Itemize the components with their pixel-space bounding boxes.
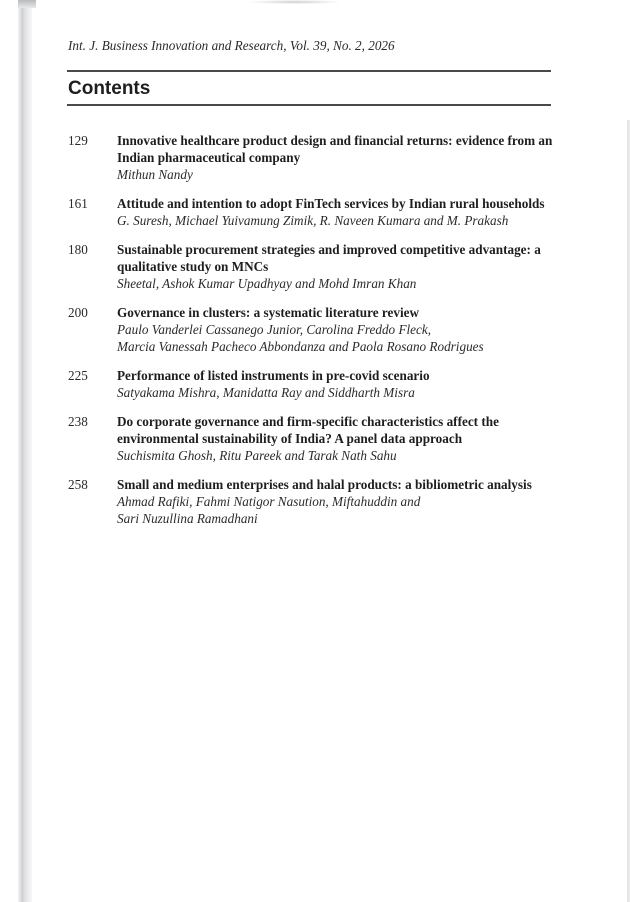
page-number: 238 — [68, 414, 88, 429]
article-authors: Satyakama Mishra, Manidatta Ray and Siddharth Misra — [117, 385, 415, 400]
page-number: 161 — [68, 196, 88, 211]
toc-entry[interactable] — [68, 476, 558, 527]
article-authors-line-2: Sari Nuzullina Ramadhani — [117, 511, 258, 526]
toc-entry[interactable] — [68, 304, 558, 355]
table-of-contents — [68, 132, 558, 539]
article-title[interactable]: Performance of listed instruments in pre-covid scenario — [117, 368, 430, 383]
article-title[interactable]: Do corporate governance and firm-specific characteristics affect the environmental sustainability of India? A panel data approach — [117, 414, 499, 446]
toc-entry[interactable] — [68, 241, 558, 292]
page-binding-shadow — [18, 0, 32, 902]
running-head: Int. J. Business Innovation and Research, Vol. 39, No. 2, 2026 — [68, 38, 395, 53]
article-title[interactable]: Sustainable procurement strategies and improved competitive advantage: a qualitative study on MNCs — [117, 242, 541, 274]
article-title[interactable]: Small and medium enterprises and halal products: a bibliometric analysis — [117, 477, 532, 492]
contents-heading: Contents — [68, 78, 151, 99]
article-title[interactable]: Governance in clusters: a systematic literature review — [117, 305, 420, 320]
article-authors: Suchismita Ghosh, Ritu Pareek and Tarak Nath Sahu — [117, 448, 397, 463]
article-title[interactable]: Innovative healthcare product design and financial returns: evidence from an Indian pharmaceutical company — [117, 133, 553, 165]
page-number: 225 — [68, 368, 88, 383]
article-authors-line-1: Ahmad Rafiki, Fahmi Natigor Nasution, Miftahuddin and — [117, 494, 421, 509]
heading-rule-bottom — [67, 104, 551, 106]
toc-entry[interactable] — [68, 132, 558, 183]
toc-entry[interactable] — [68, 413, 558, 464]
article-authors-line-2: Marcia Vanessah Pacheco Abbondanza and Paola Rosano Rodrigues — [117, 339, 484, 354]
article-authors: G. Suresh, Michael Yuivamung Zimik, R. Naveen Kumara and M. Prakash — [117, 213, 509, 228]
page-number: 129 — [68, 133, 88, 148]
page-corner-shadow — [18, 0, 36, 8]
article-authors: Sheetal, Ashok Kumar Upadhyay and Mohd Imran Khan — [117, 276, 417, 291]
toc-entry[interactable] — [68, 367, 558, 401]
heading-rule-top — [67, 70, 551, 72]
page-right-edge — [627, 120, 630, 902]
scan-smudge — [250, 0, 340, 4]
page-number: 180 — [68, 242, 88, 257]
article-authors: Mithun Nandy — [117, 167, 193, 182]
page-number: 258 — [68, 477, 88, 492]
article-authors-line-1: Paulo Vanderlei Cassanego Junior, Carolina Freddo Fleck, — [117, 322, 432, 337]
page-number: 200 — [68, 305, 88, 320]
article-title[interactable]: Attitude and intention to adopt FinTech services by Indian rural households — [117, 196, 545, 211]
toc-entry[interactable] — [68, 195, 558, 229]
